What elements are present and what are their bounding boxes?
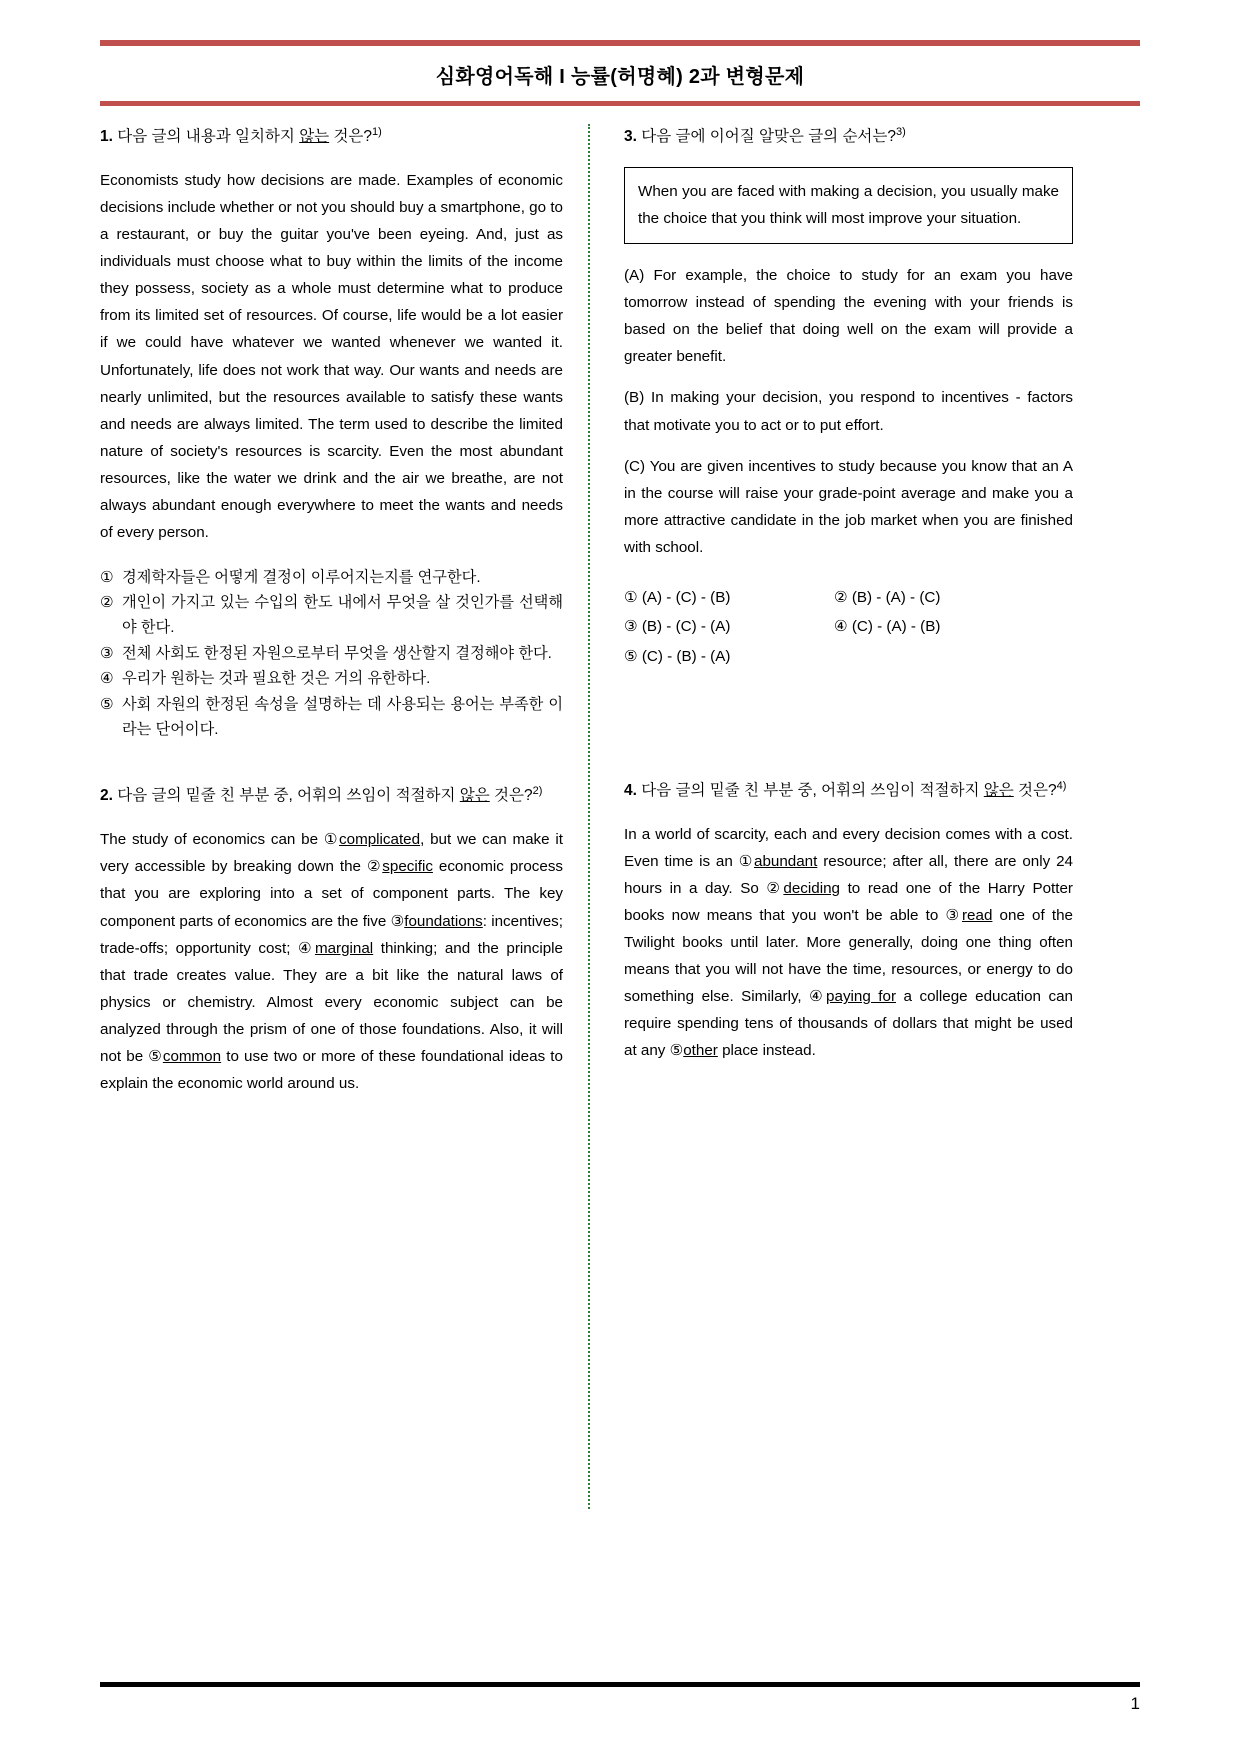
question-1-prompt-after: 것은? — [329, 128, 373, 146]
spacer — [100, 743, 563, 783]
order-choice-row — [624, 642, 1073, 672]
marked-term-word: paying for — [826, 988, 897, 1006]
question-1-prompt-before: 다음 글의 내용과 일치하지 — [112, 128, 300, 146]
marked-term-number: ④ — [297, 939, 315, 957]
left-column — [100, 124, 575, 1554]
passage-text: to use two or more of these foundational ideas to explain the economic world around us. — [100, 1047, 563, 1092]
marked-term-word: foundations — [404, 912, 483, 930]
question-3-paragraph-a: (A) For example, the choice to study for an exam you have tomorrow instead of spending the evening with your friends is based on the belief that doing well on the exam will provide a greater benefit. — [624, 267, 1073, 366]
choice-marker: ③ — [100, 644, 114, 662]
choice-label: 전체 사회도 한정된 자원으로부터 무엇을 생산할지 결정해야 한다. — [122, 644, 552, 662]
question-2-number: 2. — [100, 787, 113, 805]
question-4-block — [624, 778, 1073, 1065]
passage-text: one of the Twilight books until later. More generally, doing one thing often means that you will not have the time, resources, or energy to do something else. Similarly, — [624, 906, 1073, 1006]
choice-item[interactable] — [100, 667, 563, 692]
question-3-number: 3. — [624, 128, 637, 146]
question-2-prompt-before: 다음 글의 밑줄 친 부분 중, 어휘의 쓰임이 적절하지 — [112, 787, 460, 805]
choice-item[interactable] — [100, 642, 563, 667]
choice-label: 사회 자원의 한정된 속성을 설명하는 데 사용되는 용어는 부족한 이라는 단어이다. — [122, 695, 563, 738]
passage-text: In a world of scarcity, each and every decision comes with a cost. Even time is an — [624, 825, 1073, 870]
question-4-prompt-before: 다음 글의 밑줄 친 부분 중, 어휘의 쓰임이 적절하지 — [636, 781, 984, 799]
choice-item[interactable] — [100, 591, 563, 640]
marked-term-number: ③ — [390, 912, 405, 930]
question-3-footnote: 3) — [896, 126, 906, 138]
order-choice-item[interactable]: ④ (C) - (A) - (B) — [834, 618, 941, 636]
order-choice-item[interactable]: ① (A) - (C) - (B) — [624, 588, 731, 606]
marked-term-word: marginal — [314, 939, 374, 957]
question-3-block — [624, 124, 1073, 672]
marked-term-word: complicated — [339, 831, 421, 849]
order-choice-row — [624, 583, 1073, 613]
question-2-prompt-negative: 않은 — [459, 787, 490, 805]
question-4-prompt-negative: 않은 — [983, 781, 1014, 799]
passage-text: , but we can make it very accessible by breaking down the — [100, 831, 563, 876]
question-1-prompt-negative: 않는 — [299, 128, 330, 146]
spacer — [624, 712, 1073, 752]
choice-item[interactable] — [100, 693, 563, 742]
marked-term-word: other — [683, 1042, 718, 1060]
marked-term[interactable] — [148, 1048, 221, 1065]
marked-term-number: ① — [323, 831, 340, 849]
question-3-prompt — [624, 124, 1073, 149]
spacer — [624, 752, 1073, 778]
passage-text: to read one of the Harry Potter books now means that you won't be able to — [624, 879, 1073, 924]
marked-term[interactable] — [766, 880, 840, 897]
marked-term-word: common — [162, 1047, 222, 1065]
marked-term-word: read — [962, 906, 993, 924]
marked-term-number: ① — [738, 852, 754, 870]
marked-term-word: abundant — [754, 852, 818, 870]
choice-label: 우리가 원하는 것과 필요한 것은 거의 유한하다. — [122, 670, 431, 688]
choice-label: 경제학자들은 어떻게 결정이 이루어지는지를 연구한다. — [122, 568, 481, 586]
marked-term[interactable] — [391, 913, 483, 930]
order-choice-item[interactable]: ② (B) - (A) - (C) — [834, 588, 941, 606]
question-1-block — [100, 124, 563, 742]
marked-term-number: ⑤ — [148, 1047, 163, 1065]
question-3-order-choices — [624, 583, 1073, 672]
passage-text: economic process that you are exploring into a set of component parts. The key component parts of economics are the five — [100, 858, 564, 930]
passage-text: The study of economics can be — [100, 831, 324, 849]
passage-text: a college education can require spending tens of thousands of dollars that might be used at any — [624, 988, 1073, 1060]
order-choice-item[interactable]: ⑤ (C) - (B) - (A) — [624, 648, 731, 666]
question-4-prompt-after: 것은? — [1013, 781, 1057, 799]
marked-term[interactable] — [809, 988, 896, 1005]
choice-marker: ⑤ — [100, 695, 114, 713]
choice-marker: ② — [100, 594, 114, 612]
column-divider — [588, 124, 590, 1509]
order-choice-item[interactable]: ③ (B) - (C) - (A) — [624, 618, 731, 636]
header-bottom-rule — [100, 101, 1140, 106]
question-4-footnote: 4) — [1056, 779, 1067, 792]
marked-term-number: ④ — [809, 988, 827, 1006]
question-1-choices — [100, 566, 563, 742]
marked-term[interactable] — [324, 831, 420, 848]
marked-term-number: ② — [366, 858, 383, 876]
spacer — [624, 672, 1073, 712]
page-number: 1 — [1130, 1694, 1140, 1713]
question-3-paragraph-b: (B) In making your decision, you respond to incentives - factors that motivate you to act or to put effort. — [624, 389, 1073, 434]
marked-term-word: deciding — [783, 879, 840, 897]
question-3-prompt-before: 다음 글에 이어질 알맞은 글의 순서는? — [636, 128, 896, 146]
question-1-prompt — [100, 124, 563, 149]
passage-text: thinking; and the principle that trade creates value. They are a bit like the natural laws of physics or chemistry. Almost every economic subject can be analyzed through the prism of one of those foundations. Also, it will not be — [100, 939, 563, 1065]
choice-marker: ① — [100, 568, 114, 586]
order-choice-row — [624, 612, 1073, 642]
choice-item[interactable] — [100, 566, 563, 591]
question-4-passage — [624, 821, 1073, 1064]
question-2-prompt — [100, 783, 563, 808]
question-4-number: 4. — [624, 781, 637, 799]
question-2-passage — [100, 826, 563, 1096]
marked-term-number: ② — [766, 879, 784, 897]
question-1-number: 1. — [100, 128, 113, 146]
question-2-block — [100, 783, 563, 1097]
choice-marker: ④ — [100, 670, 114, 688]
question-1-passage: Economists study how decisions are made. Examples of economic decisions include whether or not you should buy a smartphone, go to a restaurant, or buy the guitar you've been eyeing. And, just as individuals must choose what to buy within the limits of the income they possess, society as a whole must determine what to produce from its limited set of resources. Of course, life would be a lot easier if we could have whatever we wanted whenever we wanted it. Unfortunately, life does not work that way. Our wants and needs are nearly unlimited, but the resources available to satisfy these wants and needs are always limited. The term used to describe the limited nature of society's resources is scarcity. Even the most abundant resources, like the water we drink and the air we breathe, are not always abundant enough everywhere to meet the wants and needs of every person. — [100, 172, 563, 541]
marked-term[interactable] — [298, 940, 373, 957]
right-column — [598, 124, 1073, 1554]
question-4-prompt — [624, 778, 1073, 803]
marked-term-word: specific — [382, 858, 433, 876]
marked-term-number: ③ — [945, 906, 962, 924]
marked-term[interactable] — [367, 858, 433, 875]
choice-label: 개인이 가지고 있는 수입의 한도 내에서 무엇을 살 것인가를 선택해야 한다. — [122, 594, 563, 637]
page-title: 심화영어독해 I 능률(허명혜) 2과 변형문제 — [435, 66, 805, 88]
marked-term[interactable] — [945, 907, 992, 924]
question-1-footnote: 1) — [372, 126, 382, 138]
marked-term[interactable] — [739, 853, 818, 870]
question-2-footnote: 2) — [532, 785, 543, 798]
marked-term-number: ⑤ — [669, 1042, 684, 1060]
passage-text: resource; after all, there are only 24 hours in a day. So — [624, 852, 1073, 897]
two-column-body — [100, 124, 1140, 1554]
question-3-boxed-passage: When you are faced with making a decision, you usually make the choice that you think will most improve your situation. — [624, 167, 1073, 244]
question-3-paragraph-c: (C) You are given incentives to study because you know that an A in the course will raise your grade-point average and make you a more attractive candidate in the job market when you are finished with school. — [624, 457, 1073, 556]
passage-text: place instead. — [717, 1042, 816, 1060]
passage-text: : incentives; trade-offs; opportunity cost; — [100, 912, 563, 957]
marked-term[interactable] — [670, 1042, 718, 1059]
question-2-prompt-after: 것은? — [489, 787, 533, 805]
page-footer — [100, 1682, 1140, 1714]
